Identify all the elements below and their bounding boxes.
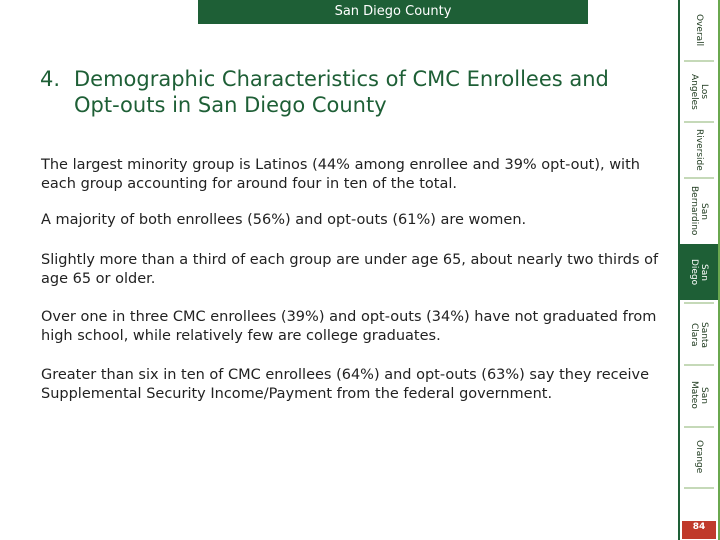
tab-label: Riverside: [694, 129, 704, 171]
bullet-item: Slightly more than a third of each group are under age 65, about nearly two thirds of age 65 or older.: [41, 252, 659, 287]
county-tab-strip: [680, 0, 718, 540]
tab-divider: [684, 60, 714, 62]
tab-divider: [684, 364, 714, 366]
tab-label: San Bernardino: [689, 186, 709, 236]
tab-divider: [684, 426, 714, 428]
slide-title: [40, 66, 660, 118]
tab-orange[interactable]: [680, 430, 718, 484]
tab-label: San Diego: [689, 258, 709, 286]
header-title: San Diego County: [334, 4, 452, 19]
tab-los-angeles[interactable]: [680, 64, 718, 120]
tab-santa-clara[interactable]: [680, 306, 718, 364]
tab-label: Santa Clara: [689, 322, 709, 348]
tab-san-mateo[interactable]: [680, 366, 718, 424]
slide-title-line2: Opt-outs in San Diego County: [74, 93, 387, 117]
page-number: 84: [692, 522, 706, 532]
tab-divider: [684, 302, 714, 304]
tab-label: Los Angeles: [689, 74, 709, 110]
tab-san-diego[interactable]: [680, 244, 718, 300]
bullet-item: Over one in three CMC enrollees (39%) and opt-outs (34%) have not graduated from high school, while relatively few are college graduates.: [41, 309, 657, 344]
slide-number: 4.: [40, 67, 61, 91]
tab-divider: [684, 121, 714, 123]
tab-riverside[interactable]: [680, 124, 718, 176]
tab-san-bernardino[interactable]: [680, 180, 718, 242]
tab-overall[interactable]: [680, 4, 718, 56]
tab-label: San Mateo: [689, 381, 709, 409]
tab-divider: [684, 177, 714, 179]
bullet-item: A majority of both enrollees (56%) and opt-outs (61%) are women.: [41, 212, 527, 228]
bullet-item: The largest minority group is Latinos (44% among enrollee and 39% opt-out), with each group accounting for around four in ten of the total.: [41, 157, 640, 192]
tab-label: Orange: [694, 440, 704, 474]
tab-divider: [684, 487, 714, 489]
slide-title-line1: Demographic Characteristics of CMC Enrollees and: [74, 67, 609, 91]
bullet-item: Greater than six in ten of CMC enrollees (64%) and opt-outs (63%) say they receive Supplemental Security Income/Payment from the federal government.: [41, 367, 650, 402]
tab-label: Overall: [694, 13, 704, 47]
